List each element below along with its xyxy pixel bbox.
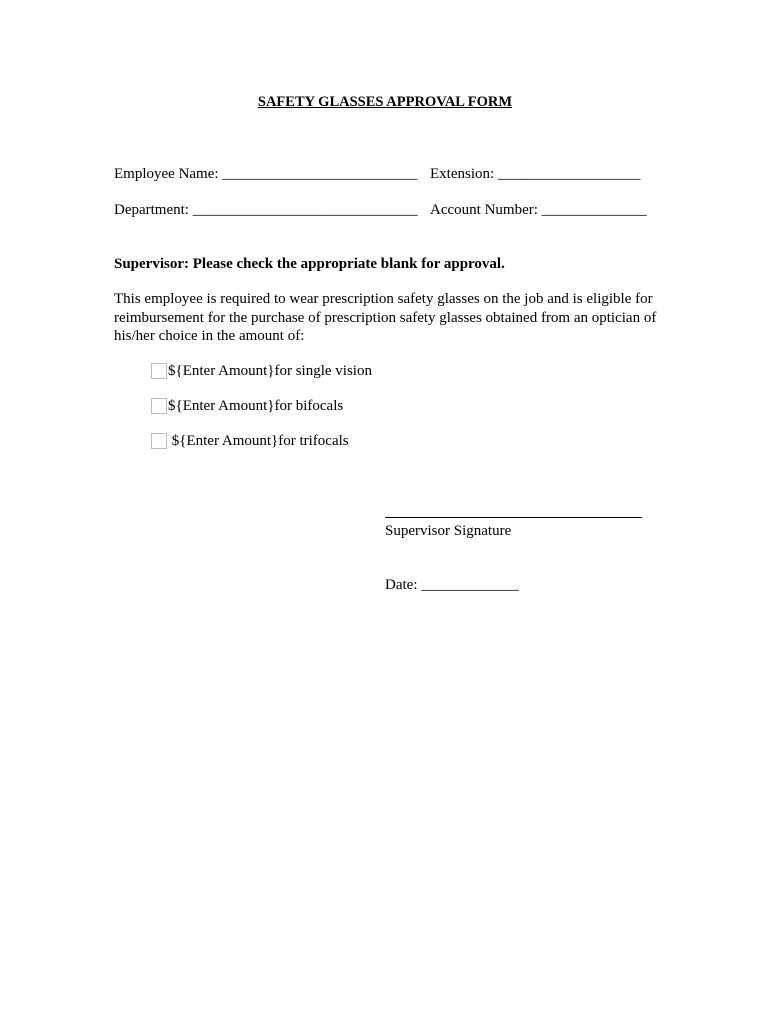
option-trifocals[interactable] — [151, 432, 349, 450]
trifocals-label: ${Enter Amount}for trifocals — [168, 432, 349, 449]
option-single-vision[interactable] — [151, 362, 372, 380]
trifocals-checkbox[interactable] — [151, 433, 167, 449]
signature-label: Supervisor Signature — [385, 523, 512, 539]
bifocals-label: ${Enter Amount}for bifocals — [168, 397, 344, 414]
account-number-field[interactable]: Account Number: ______________ — [430, 202, 647, 218]
employee-name-field[interactable]: Employee Name: __________________________ — [114, 166, 418, 182]
single-vision-label: ${Enter Amount}for single vision — [168, 362, 372, 379]
date-field[interactable]: Date: _____________ — [385, 577, 519, 593]
department-field[interactable]: Department: ______________________________ — [114, 202, 418, 218]
form-title: SAFETY GLASSES APPROVAL FORM — [257, 94, 513, 110]
single-vision-checkbox[interactable] — [151, 363, 167, 379]
supervisor-instruction: Supervisor: Please check the appropriate blank for approval. — [114, 256, 505, 272]
signature-line[interactable] — [385, 517, 642, 518]
extension-field[interactable]: Extension: ___________________ — [430, 166, 641, 182]
eligibility-paragraph: This employee is required to wear prescription safety glasses on the job and is eligible for reimbursement for the purchase of prescription safety glasses obtained from an optician of his/her choice in the amount of: — [114, 291, 657, 344]
bifocals-checkbox[interactable] — [151, 398, 167, 414]
option-bifocals[interactable] — [151, 397, 343, 415]
